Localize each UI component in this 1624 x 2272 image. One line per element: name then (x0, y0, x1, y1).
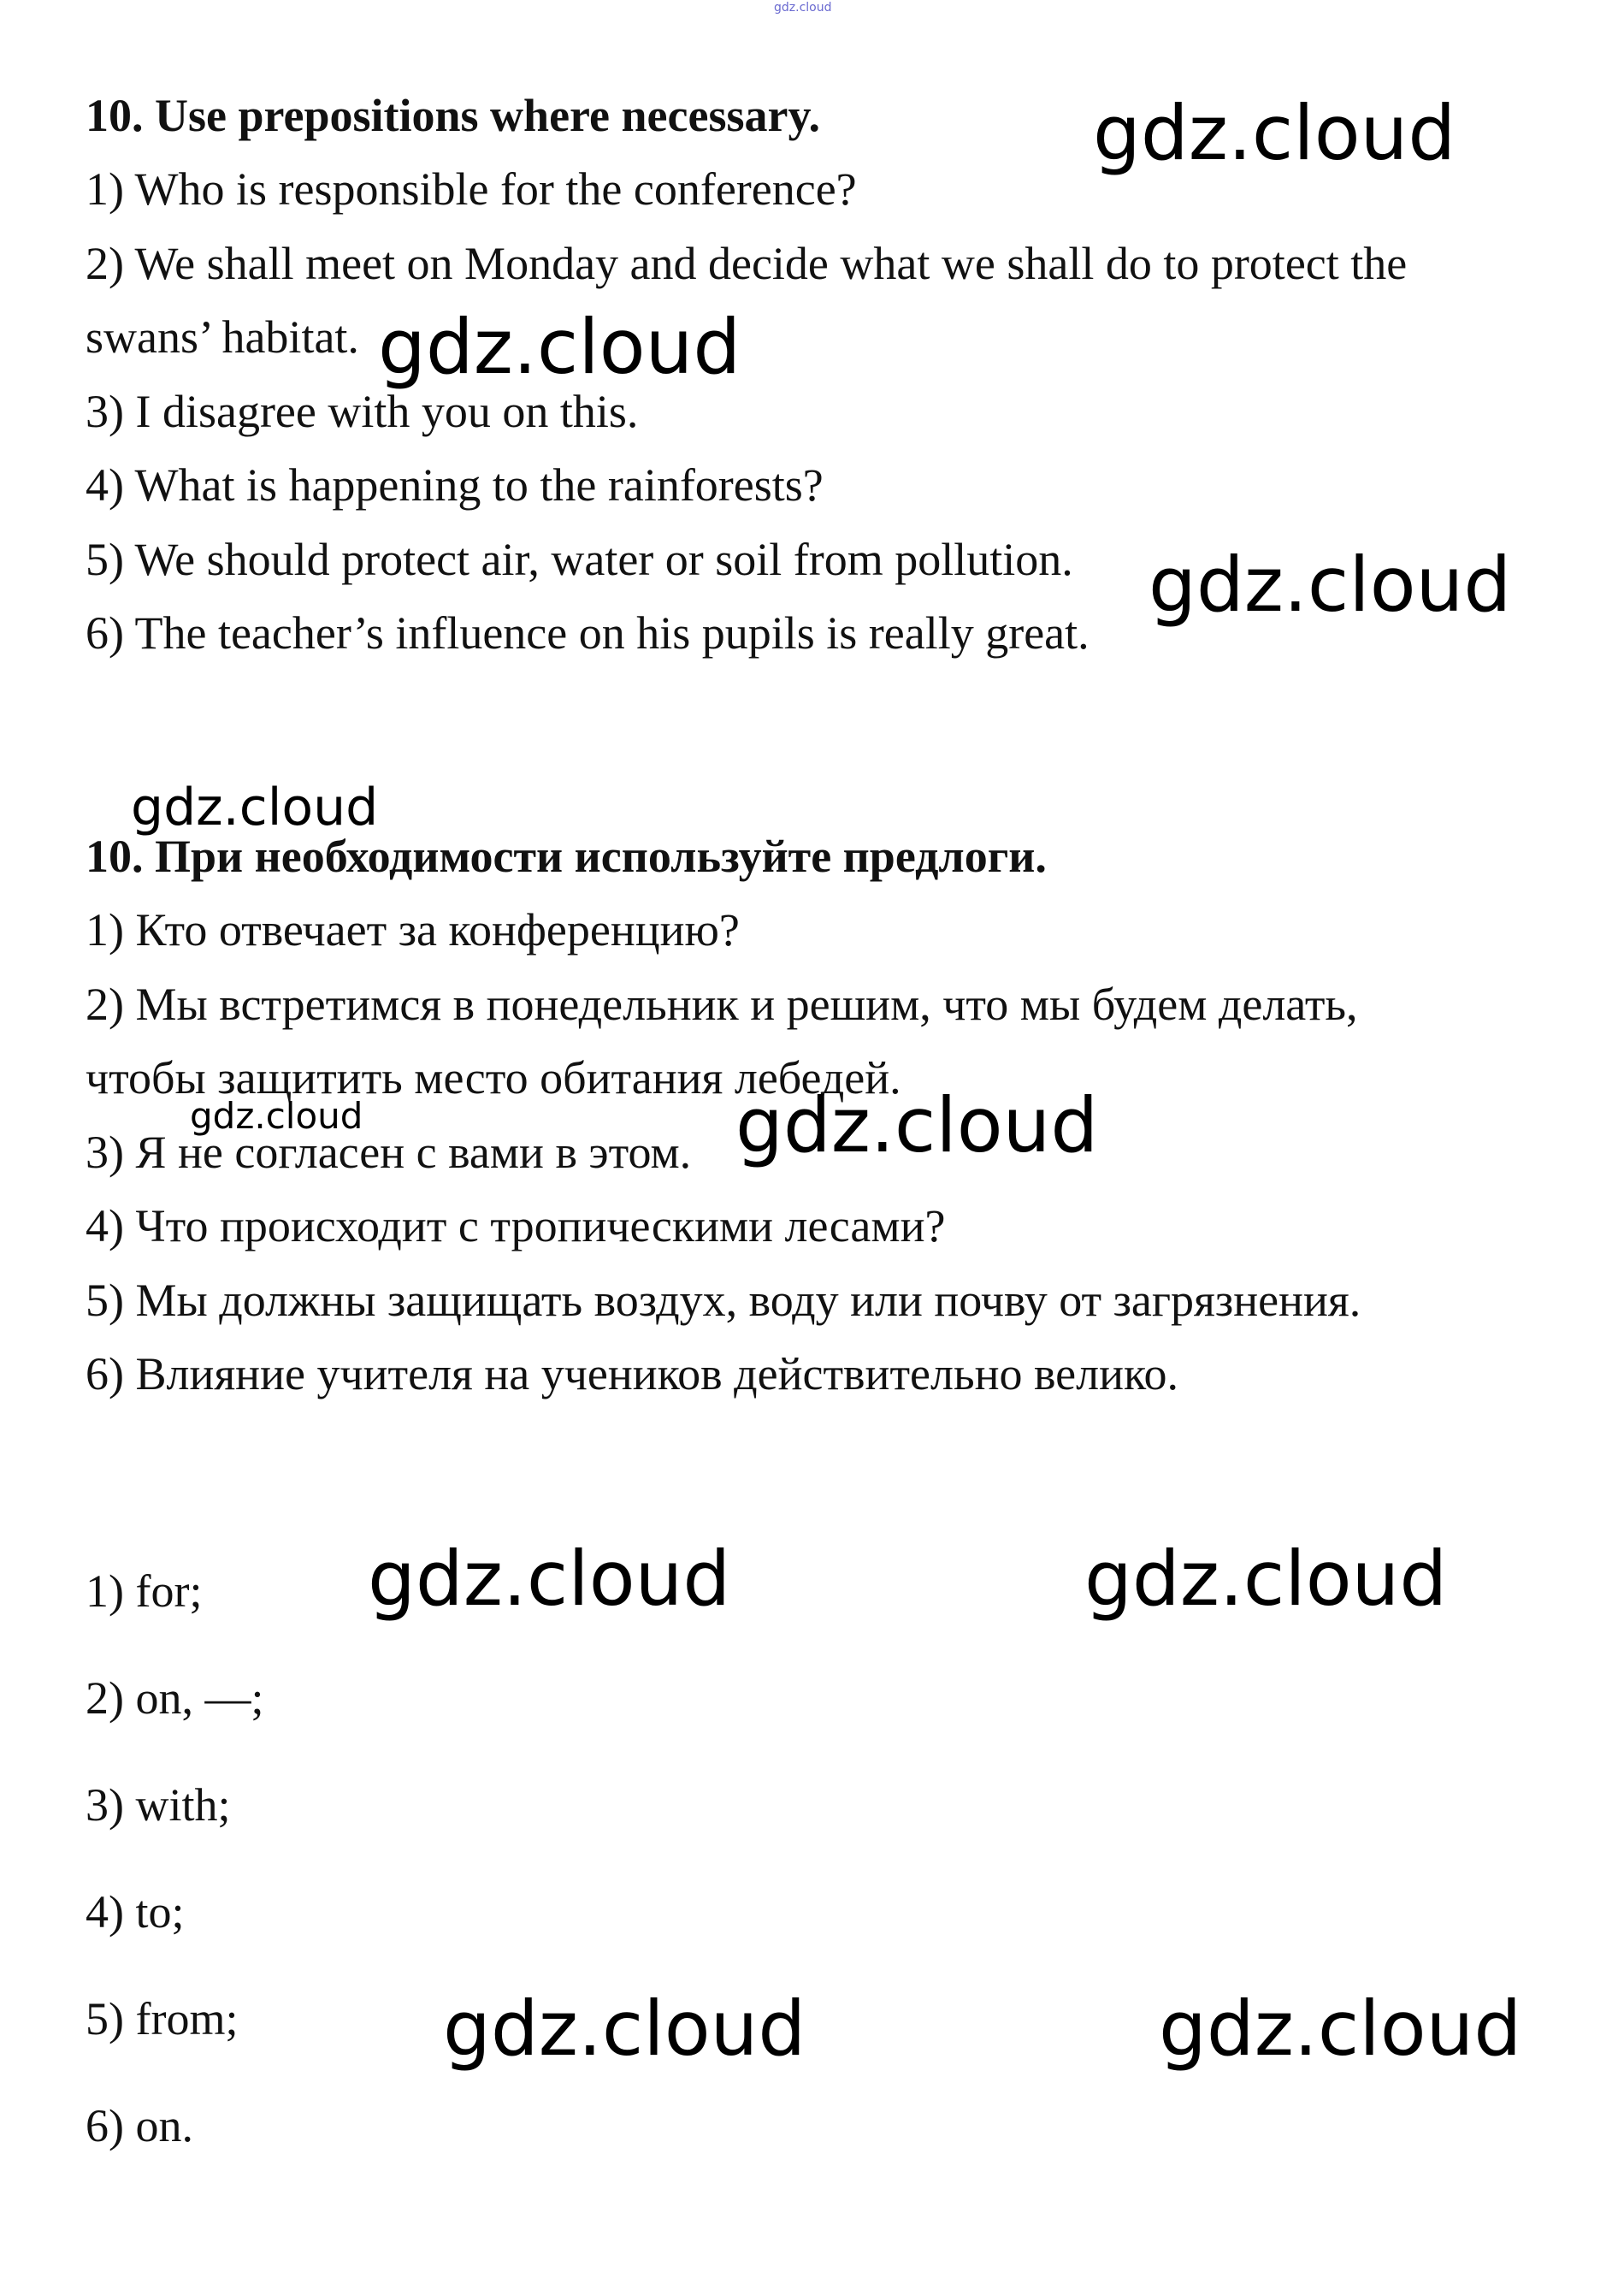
answer-5: 5) from; (86, 1993, 239, 2044)
russian-heading: 10. При необходимости используйте предлоги. (86, 831, 1047, 882)
watermark: gdz.cloud (1084, 1535, 1448, 1623)
answer-6: 6) on. (86, 2100, 193, 2151)
english-line-2: 2) We shall meet on Monday and decide what we shall do to protect the (86, 238, 1408, 289)
answer-1: 1) for; (86, 1565, 203, 1617)
answer-3: 3) with; (86, 1779, 231, 1831)
watermark-top: gdz.cloud (774, 1, 832, 15)
answer-4: 4) to; (86, 1886, 185, 1938)
english-line-3: 3) I disagree with you on this. (86, 386, 639, 437)
russian-line-3: 3) Я не согласен с вами в этом. (86, 1127, 692, 1178)
english-line-6: 6) The teacher’s influence on his pupils is really great. (86, 607, 1090, 659)
watermark: gdz.cloud (131, 778, 379, 837)
watermark: gdz.cloud (378, 303, 741, 391)
answer-2: 2) on, —; (86, 1672, 264, 1724)
watermark: gdz.cloud (1159, 1985, 1522, 2073)
russian-line-2: 2) Мы встретимся в понедельник и решим, что мы будем делать, (86, 979, 1358, 1030)
english-line-2-cont: swans’ habitat. (86, 311, 359, 363)
watermark: gdz.cloud (368, 1535, 731, 1623)
russian-line-2-cont: чтобы защитить место обитания лебедей. (86, 1052, 901, 1103)
russian-line-4: 4) Что происходит с тропическими лесами? (86, 1200, 946, 1251)
watermark: gdz.cloud (735, 1081, 1099, 1169)
english-line-4: 4) What is happening to the rainforests? (86, 459, 824, 511)
english-heading: 10. Use prepositions where necessary. (86, 90, 820, 141)
russian-line-6: 6) Влияние учителя на учеников действительно велико. (86, 1348, 1178, 1399)
russian-line-1: 1) Кто отвечает за конференцию? (86, 904, 740, 956)
english-line-1: 1) Who is responsible for the conference? (86, 163, 857, 215)
watermark: gdz.cloud (190, 1095, 363, 1137)
watermark: gdz.cloud (1149, 541, 1512, 629)
russian-line-5: 5) Мы должны защищать воздух, воду или почву от загрязнения. (86, 1275, 1361, 1326)
watermark: gdz.cloud (1093, 89, 1456, 177)
watermark: gdz.cloud (443, 1985, 806, 2073)
english-line-5: 5) We should protect air, water or soil from pollution. (86, 534, 1073, 585)
